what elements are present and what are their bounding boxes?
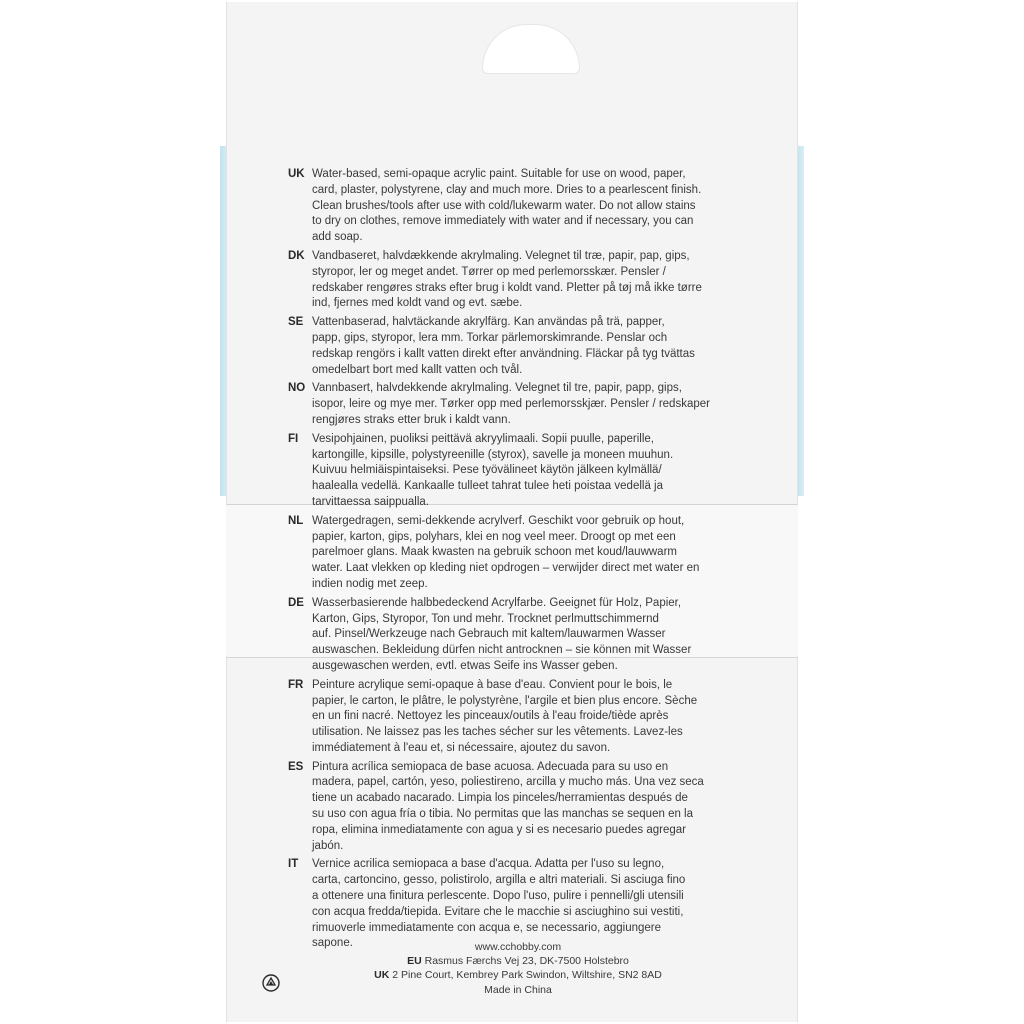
language-text: Vannbasert, halvdekkende akrylmaling. Velegnet til tre, papir, papp, gips, isopor, leire og mye mer. Tørker opp med perlemorsskjær. Pensler / redskaper rengjøres straks etter bruk i kaldt vann. bbox=[312, 382, 710, 426]
eu-address-line bbox=[288, 954, 748, 968]
uk-address-line bbox=[288, 968, 748, 982]
language-text: Wasserbasierende halbbedeckend Acrylfarbe. Geeignet für Holz, Papier, Karton, Gips, Styropor, Ton und mehr. Trocknet perlmuttschimmernd auf. Pinsel/Werkzeuge nach Gebrauch mit kaltem/lauwarmen Wasser auswaschen. Bekleidung dürfen nicht antrocknen – sie können mit Wasser ausgewaschen werden, evtl. etwas Seife ins Wasser geben. bbox=[312, 596, 692, 672]
language-block-uk bbox=[288, 167, 738, 246]
language-text: Pintura acrílica semiopaca de base acuosa. Adecuada para su uso en madera, papel, cartón, yeso, poliestireno, arcilla y mucho más. Una vez seca tiene un acabado nacarado. Limpia los pinceles/herramientas después de su uso con agua fría o tibia. No permitas que las manchas se sequen en la ropa, elimina inmediatamente con agua y si es necesario puedes agregar jabón. bbox=[312, 760, 704, 852]
language-code: ES bbox=[288, 760, 304, 773]
language-block-es bbox=[288, 760, 738, 855]
eu-label: EU bbox=[407, 955, 422, 968]
language-block-nl bbox=[288, 514, 738, 593]
language-text: Watergedragen, semi-dekkende acrylverf. Geschikt voor gebruik op hout, papier, karton, gips, polyhars, klei en nog veel meer. Droogt op met een parelmoer glans. Maak kwasten na gebruik schoon met koud/lauwwarm water. Laat vlekken op kleding niet opdrogen – verwijder direct met water en indien nodig met zeep. bbox=[312, 514, 700, 590]
language-text: Vesipohjainen, puoliksi peittävä akryylimaali. Sopii puulle, paperille, kartongille, kipsille, polystyreenille (styrox), savelle ja moneen muuhun. Kuivuu helmiäispintaiseksi. Pese työvälineet käytön jälkeen kylmällä/ haalealla vedellä. Kankaalle tulleet tahrat tulee heti poistaa vedellä ja tarvittaessa saippualla. bbox=[312, 432, 674, 508]
website: www.cchobby.com bbox=[474, 941, 562, 953]
uk-address: 2 Pine Court, Kembrey Park Swindon, Wiltshire, SN2 8AD bbox=[392, 969, 662, 982]
language-code: FR bbox=[288, 678, 304, 691]
language-block-no bbox=[288, 381, 738, 428]
language-code: DE bbox=[288, 596, 304, 609]
language-code: SE bbox=[288, 316, 304, 329]
language-text: Vandbaseret, halvdækkende akrylmaling. Velegnet til træ, papir, pap, gips, styropor, ler og meget andet. Tørrer op med perlemorsskær. Pensler / redskaber rengøres straks efter brug i koldt vand. Pletter på tøj må ikke tørre ind, fjernes med koldt vand og evt. sæbe. bbox=[312, 249, 702, 310]
language-text: Vattenbaserad, halvtäckande akrylfärg. Kan användas på trä, papper, papp, gips, styropor, lera mm. Torkar pärlemorskimrande. Penslar och redskap rengörs i kallt vatten direkt efter användning. Fläckar på tyg tvättas omedelbart bort med kallt vatten och tvål. bbox=[312, 316, 695, 376]
language-block-fi bbox=[288, 432, 738, 511]
language-code: DK bbox=[288, 249, 305, 262]
language-text: Water-based, semi-opaque acrylic paint. Suitable for use on wood, paper, card, plaster, polystyrene, clay and much more. Dries to a pearlescent finish. Clean brushes/tools after use with cold/lukewarm water. Do not allow stains to dry on clothes, remove immediately with water and if necessary, you can add soap. bbox=[312, 168, 702, 244]
language-code: NO bbox=[288, 382, 306, 395]
language-block-dk bbox=[288, 249, 738, 312]
instructions bbox=[288, 167, 738, 955]
manufacturer-footer bbox=[288, 940, 748, 997]
language-block-de bbox=[288, 596, 738, 675]
uk-label: UK bbox=[374, 969, 390, 982]
language-text: Vernice acrilica semiopaca a base d'acqua. Adatta per l'uso su legno, carta, cartoncino, gesso, polistirolo, argilla e altri materiali. Si asciuga fino a ottenere una finitura perlescente. Dopo l'uso, pulire i pennelli/gli utensili con acqua fredda/tiepida. Evitare che le macchie si asciughino sui vestiti, rimuoverle immediatamente con acqua e, se necessario, aggiungere sapone. bbox=[312, 858, 686, 950]
origin: Made in China bbox=[484, 983, 552, 996]
language-block-fr bbox=[288, 678, 738, 757]
language-code: IT bbox=[288, 858, 299, 871]
language-block-se bbox=[288, 315, 738, 378]
language-code: NL bbox=[288, 514, 304, 527]
language-code: UK bbox=[288, 168, 305, 180]
language-block-it bbox=[288, 857, 738, 952]
language-text: Peinture acrylique semi-opaque à base d'eau. Convient pour le bois, le papier, le carton, le plâtre, le polystyrène, l'argile et bien plus encore. Sèche en un fini nacré. Nettoyez les pinceaux/outils à l'eau froide/tiède après utilisation. Ne laissez pas les taches sécher sur les vêtements. Lavez-les immédiatement à l'eau et, si nécessaire, ajoutez du savon. bbox=[312, 678, 698, 754]
eu-address: Rasmus Færchs Vej 23, DK-7500 Holstebro bbox=[424, 955, 629, 968]
recycle-icon bbox=[262, 974, 280, 992]
language-code: FI bbox=[288, 432, 299, 445]
